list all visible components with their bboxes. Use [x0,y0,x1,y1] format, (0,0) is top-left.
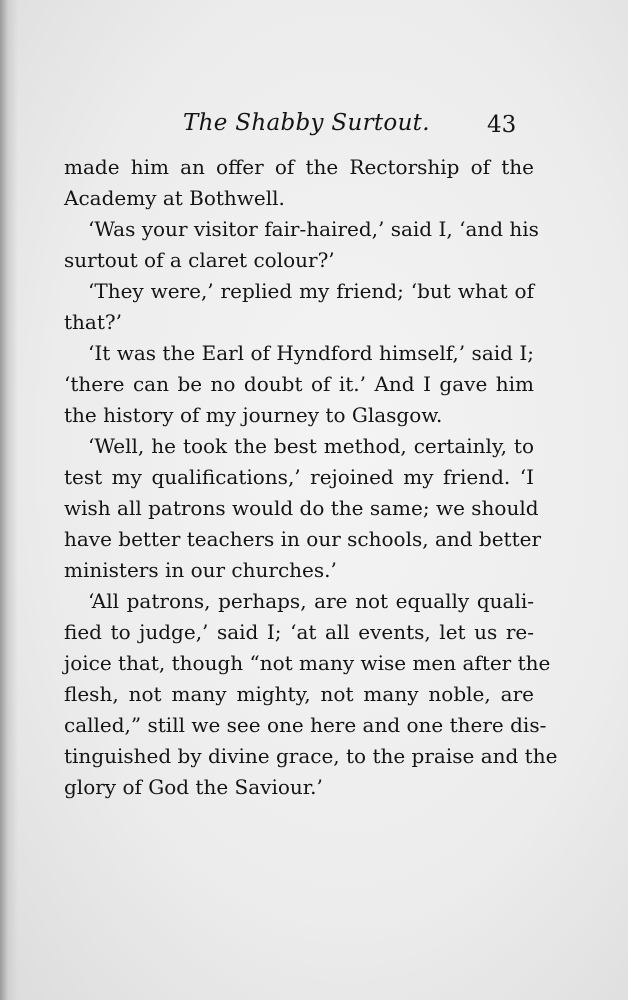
text-line: tinguished by divine grace, to the praise and the [64,744,558,768]
text-line: ministers in our churches.’ [64,558,337,582]
running-title: The Shabby Surtout. [183,110,430,136]
text-line: called,” still we see one here and one there dis- [64,713,547,737]
text-line: joice that, though “not many wise men after the [64,651,551,675]
text-line: ‘there can be no doubt of it.’ And I gave him [64,372,534,396]
text-line: ‘They were,’ replied my friend; ‘but what of [88,279,534,303]
page-header [0,110,628,140]
text-line: surtout of a claret colour?’ [64,248,335,272]
text-line: fied to judge,’ said I; ‘at all events, let us re- [64,620,534,644]
text-line: flesh, not many mighty, not many noble, are [64,682,534,706]
page-number: 43 [487,112,517,138]
text-line: that?’ [64,310,122,334]
text-line: ‘All patrons, perhaps, are not equally quali- [88,589,534,613]
body-text [64,152,558,803]
text-line: wish all patrons would do the same; we should [64,496,539,520]
text-line: ‘Was your visitor fair-haired,’ said I, ‘and his [88,217,539,241]
text-line: ‘Well, he took the best method, certainly, to [88,434,534,458]
text-line: made him an offer of the Rectorship of the [64,155,534,179]
text-line: have better teachers in our schools, and better [64,527,542,551]
text-line: the history of my journey to Glasgow. [64,403,443,427]
text-line: test my qualifications,’ rejoined my friend. ‘I [64,465,534,489]
text-line: glory of God the Saviour.’ [64,775,323,799]
text-line: ‘It was the Earl of Hyndford himself,’ said I; [88,341,534,365]
text-line: Academy at Bothwell. [64,186,285,210]
page-gutter-shadow [0,0,18,1000]
